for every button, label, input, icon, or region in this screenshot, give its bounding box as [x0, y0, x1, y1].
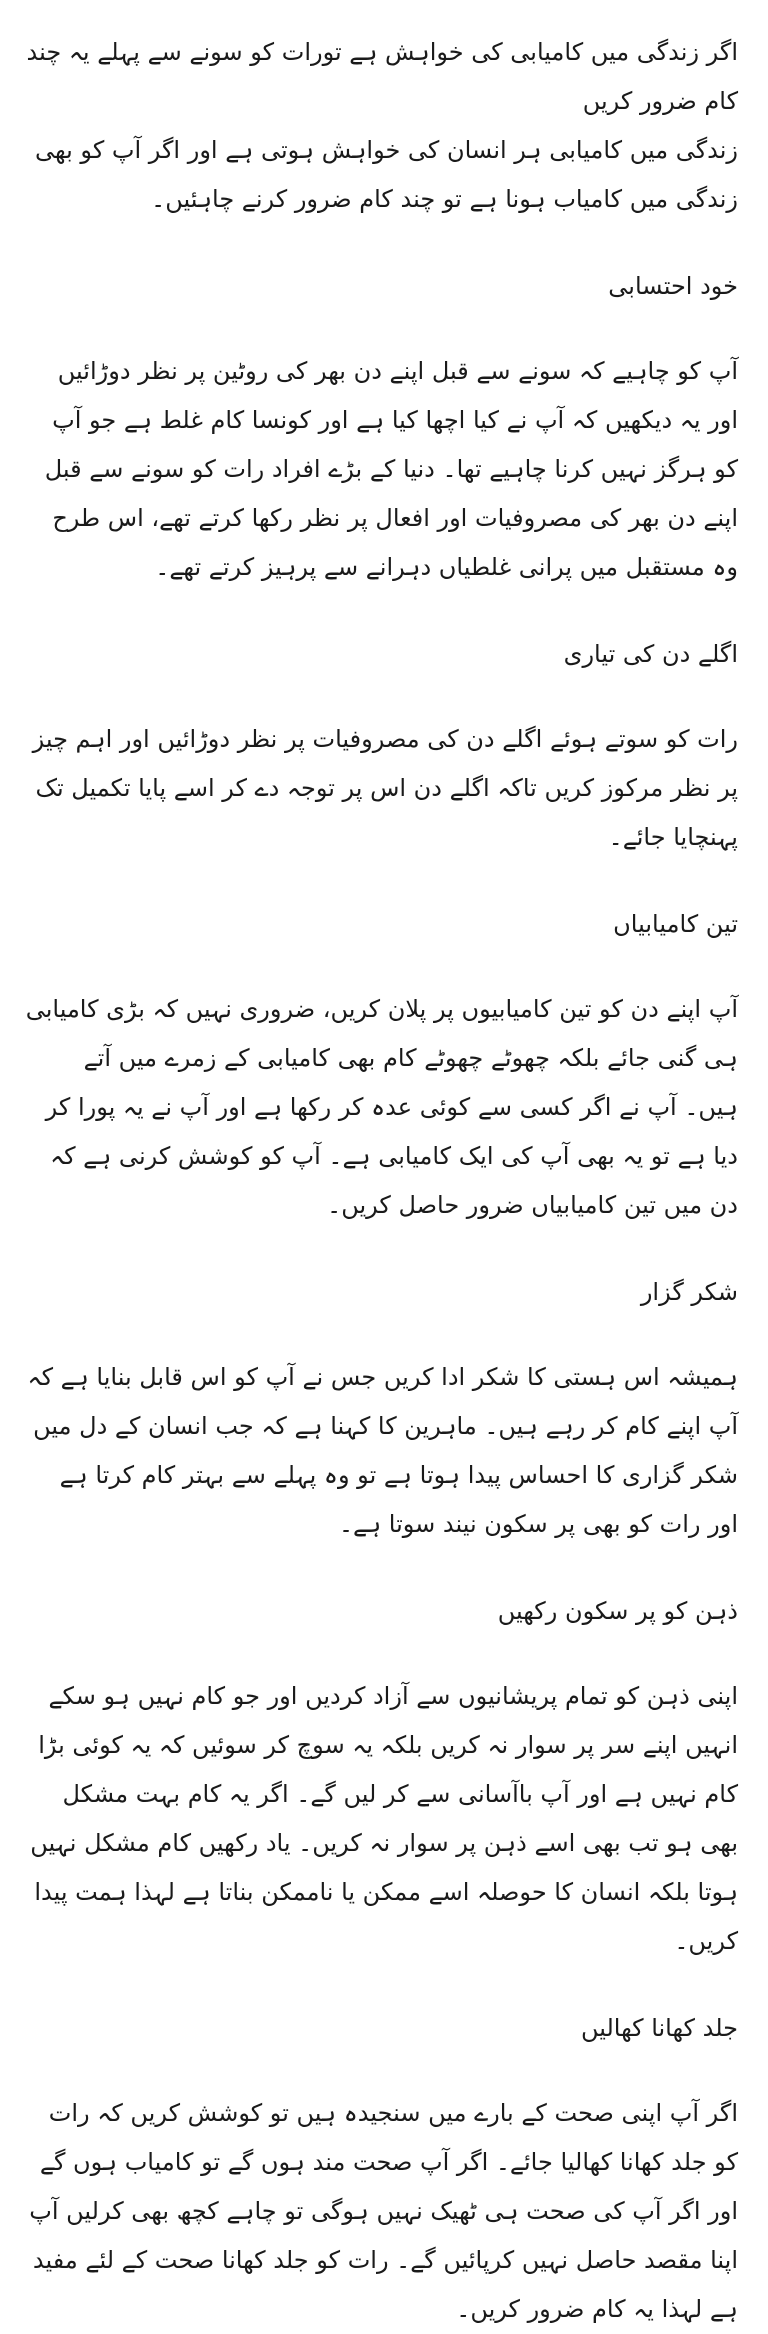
section-paragraph: اپنی ذہن کو تمام پریشانیوں سے آزاد کردیں اور جو کام نہیں ہو سکے انہیں اپنے سر پر سوار نہ کریں بلکہ یہ سوچ کر سوئیں کہ یہ کوئی بڑا کام نہیں ہے اور آپ باآسانی سے کر لیں گے۔ اگر یہ کام بہت مشکل بھی ہو تب بھی اسے ذہن پر سوار نہ کریں۔ یاد رکھیں کام مشکل نہیں ہوتا بلکہ انسان کا حوصلہ اسے ممکن یا ناممکن بناتا ہے لہذا ہمت پیدا کریں۔ [30, 1682, 738, 1955]
section-paragraph: رات کو سوتے ہوئے اگلے دن کی مصروفیات پر نظر دوڑائیں اور اہم چیز پر نظر مرکوز کریں تاکہ اگلے دن اس پر توجہ دے کر اسے پایا تکمیل تک پہنچایا جائے۔ [32, 725, 738, 851]
section-heading: شکر گزار [640, 1278, 738, 1306]
intro-paragraph: زندگی میں کامیابی ہر انسان کی خواہش ہوتی ہے اور اگر آپ کو بھی زندگی میں کامیاب ہونا ہے تو چند کام ضرور کرنے چاہئیں۔ [35, 136, 738, 213]
section-paragraph: اگر آپ اپنی صحت کے بارے میں سنجیدہ ہیں تو کوشش کریں کہ رات کو جلد کھانا کھالیا جائے۔ اگر آپ صحت مند ہوں گے تو کامیاب ہوں گے اور اگر آپ کی صحت ہی ٹھیک نہیں ہوگی تو چاہے کچھ بھی کرلیں آپ اپنا مقصد حاصل نہیں کرپائیں گے۔ رات کو جلد کھانا صحت کے لئے مفید ہے لہذا یہ کام ضرور کریں۔ [29, 2099, 738, 2323]
section-paragraph: آپ کو چاہیے کہ سونے سے قبل اپنے دن بھر کی روٹین پر نظر دوڑائیں اور یہ دیکھیں کہ آپ نے کیا اچھا کیا ہے اور کونسا کام غلط ہے جو آپ کو ہرگز نہیں کرنا چاہیے تھا۔ دنیا کے بڑے افراد رات کو سونے سے قبل اپنے دن بھر کی مصروفیات اور افعال پر نظر رکھا کرتے تھے، اس طرح وہ مستقبل میں پرانی غلطیاں دہرانے سے پرہیز کرتے تھے۔ [44, 357, 738, 581]
section-heading: تین کامیابیاں [613, 910, 738, 938]
section-heading: ذہن کو پر سکون رکھیں [497, 1597, 738, 1625]
section-paragraph: آپ اپنے دن کو تین کامیابیوں پر پلان کریں، ضروری نہیں کہ بڑی کامیابی ہی گنی جائے بلکہ چھوٹے چھوٹے کام بھی کامیابی کے زمرے میں آتے ہیں۔ آپ نے اگر کسی سے کوئی عدہ کر رکھا ہے اور آپ نے یہ پورا کر دیا ہے تو یہ بھی آپ کی ایک کامیابی ہے۔ آپ کو کوشش کرنی ہے کہ دن میں تین کامیابیاں ضرور حاصل کریں۔ [25, 995, 738, 1219]
article-title-line: اگر زندگی میں کامیابی کی خواہش ہے تورات کو سونے سے پہلے یہ چند کام ضرور کریں [26, 38, 738, 115]
section-heading: اگلے دن کی تیاری [563, 640, 738, 668]
section-heading: جلد کھانا کھالیں [580, 2014, 738, 2042]
section-paragraph: ہمیشہ اس ہستی کا شکر ادا کریں جس نے آپ کو اس قابل بنایا ہے کہ آپ اپنے کام کر رہے ہیں۔ ماہرین کا کہنا ہے کہ جب انسان کے دل میں شکر گزاری کا احساس پیدا ہوتا ہے تو وہ پہلے سے بہتر کام کرتا ہے اور رات کو بھی پر سکون نیند سوتا ہے۔ [27, 1363, 738, 1538]
section-heading: خود احتسابی [608, 272, 738, 300]
